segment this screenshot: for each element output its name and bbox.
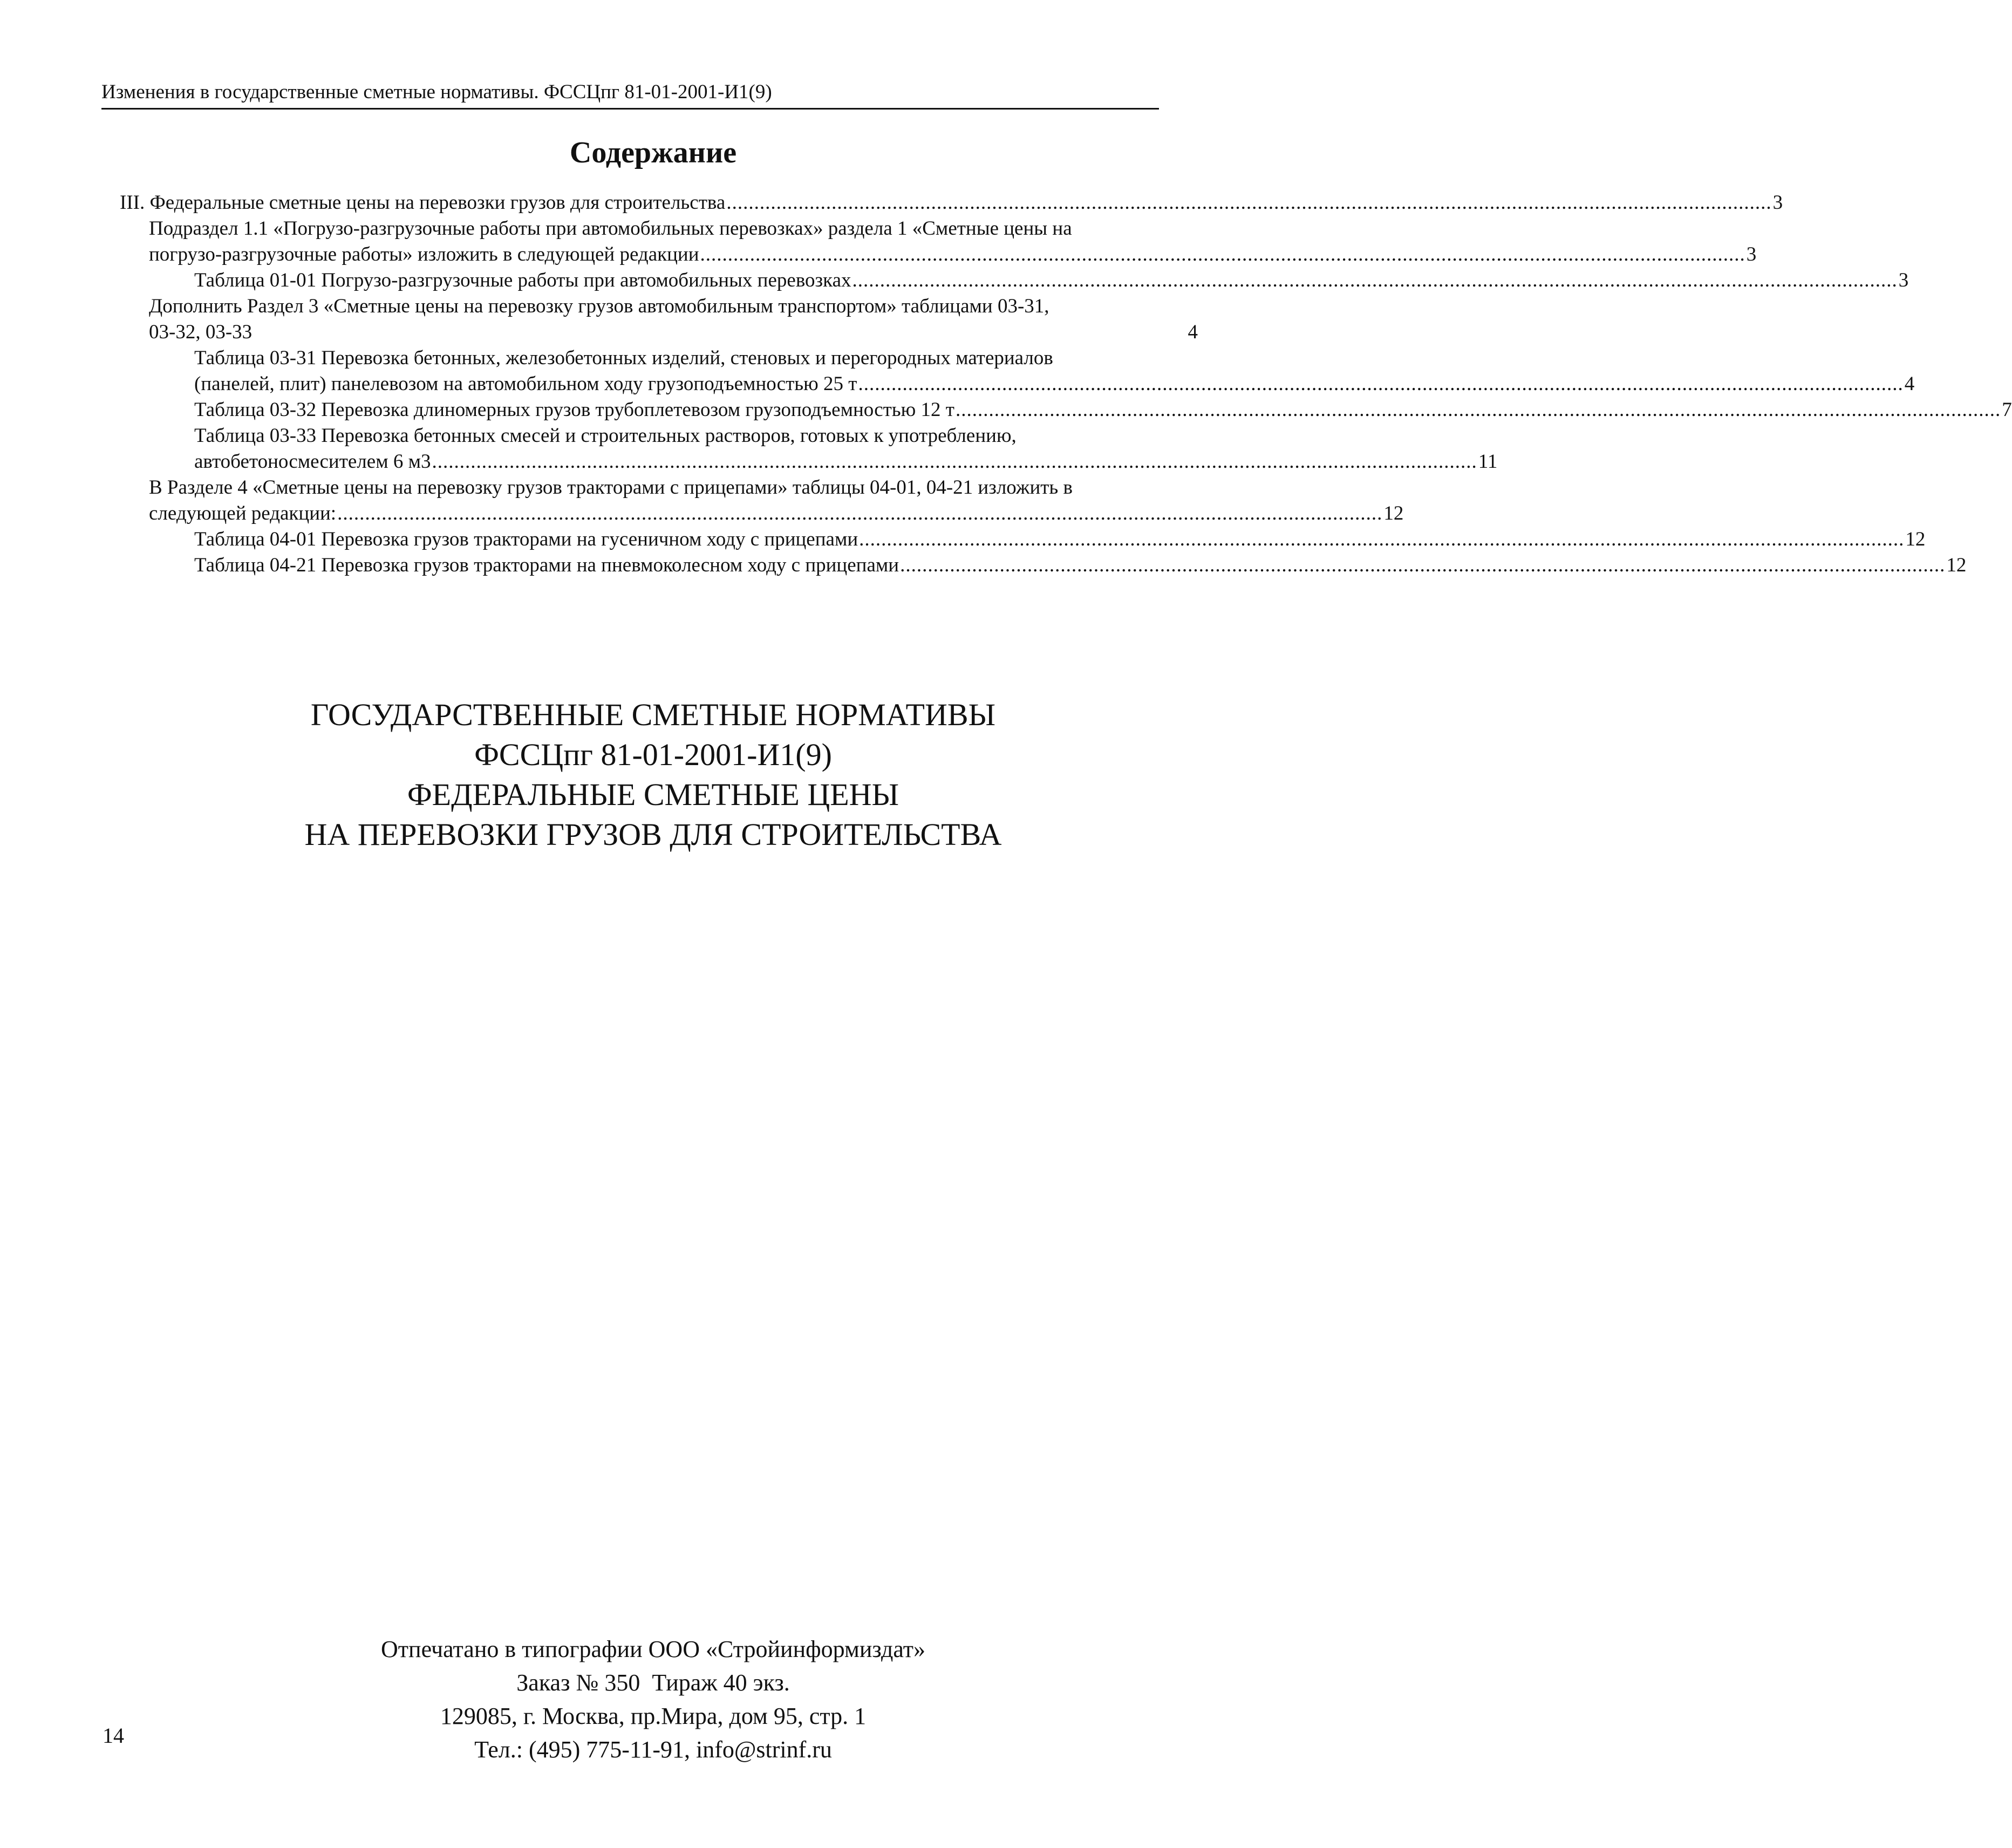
imprint-line: Отпечатано в типографии ООО «Стройинформиздат» [381,1636,925,1662]
printer-imprint [0,1633,1306,1767]
toc-entry[interactable]: Таблица 04-01 Перевозка грузов тракторами на гусеничном ходу с прицепами ............................................................................................................................................................................................. 12 [194,528,1926,550]
document-title-line: ФЕДЕРАЛЬНЫЕ СМЕТНЫЕ ЦЕНЫ [407,777,899,812]
imprint-line: Тел.: (495) 775-11-91, info@strinf.ru [474,1736,832,1763]
page-number: 14 [103,1723,124,1748]
toc-title: Содержание [569,136,737,169]
toc-entry[interactable]: Таблица 03-31 Перевозка бетонных, железобетонных изделий, стеновых и перегородных материалов [194,347,1053,369]
imprint-line: 129085, г. Москва, пр.Мира, дом 95, стр. 1 [440,1703,867,1729]
toc-entry[interactable]: (панелей, плит) панелевозом на автомобильном ходу грузоподъемностью 25 т ............................................................................................................................................................................................. 4 [194,373,1915,395]
toc-entry[interactable]: Подраздел 1.1 «Погрузо-разгрузочные работы при автомобильных перевозках» раздела 1 «Сметные цены на [149,217,1072,240]
toc-entry[interactable]: Таблица 03-32 Перевозка длиномерных грузов трубоплетевозом грузоподъемностью 12 т ............................................................................................................................................................................................. 7 [194,399,2012,421]
toc-entry[interactable]: III. Федеральные сметные цены на перевозки грузов для строительства ............................................................................................................................................................................................. 3 [120,192,1783,214]
document-title-line: ФССЦпг 81-01-2001-И1(9) [474,737,832,772]
toc-entry[interactable]: Дополнить Раздел 3 «Сметные цены на перевозку грузов автомобильным транспортом» таблицами 03-31, [149,295,1049,317]
document-title [0,695,1306,855]
running-header-text: Изменения в государственные сметные нормативы. ФССЦпг 81-01-2001-И1(9) [101,81,772,103]
imprint-line: Заказ № 350 Тираж 40 экз. [516,1669,790,1696]
toc-entry[interactable]: В Разделе 4 «Сметные цены на перевозку грузов тракторами с прицепами» таблицы 04-01, 04-21 изложить в [149,476,1073,499]
toc-entry[interactable]: 03-32, 03-33 [149,321,253,343]
toc-entry[interactable]: Таблица 04-21 Перевозка грузов тракторами на пневмоколесном ходу с прицепами ............................................................................................................................................................................................. 12 [194,554,1967,576]
toc-entry[interactable]: следующей редакции: ............................................................................................................................................................................................. 12 [149,502,1404,524]
toc-entry[interactable]: погрузо-разгрузочные работы» изложить в следующей редакции ............................................................................................................................................................................................. 3 [149,243,1757,265]
toc-entry[interactable]: автобетоносмесителем 6 м3 ............................................................................................................................................................................................. 11 [194,451,1498,473]
toc-page-number: 4 [1188,321,1198,343]
toc-entry[interactable]: Таблица 01-01 Погрузо-разгрузочные работы при автомобильных перевозках ............................................................................................................................................................................................. 3 [194,269,1909,291]
toc-entry[interactable]: Таблица 03-33 Перевозка бетонных смесей и строительных растворов, готовых к употреблению, [194,425,1017,447]
running-header [101,80,1159,110]
document-title-line: НА ПЕРЕВОЗКИ ГРУЗОВ ДЛЯ СТРОИТЕЛЬСТВА [304,817,1002,852]
document-title-line: ГОСУДАРСТВЕННЫЕ СМЕТНЫЕ НОРМАТИВЫ [310,697,996,732]
